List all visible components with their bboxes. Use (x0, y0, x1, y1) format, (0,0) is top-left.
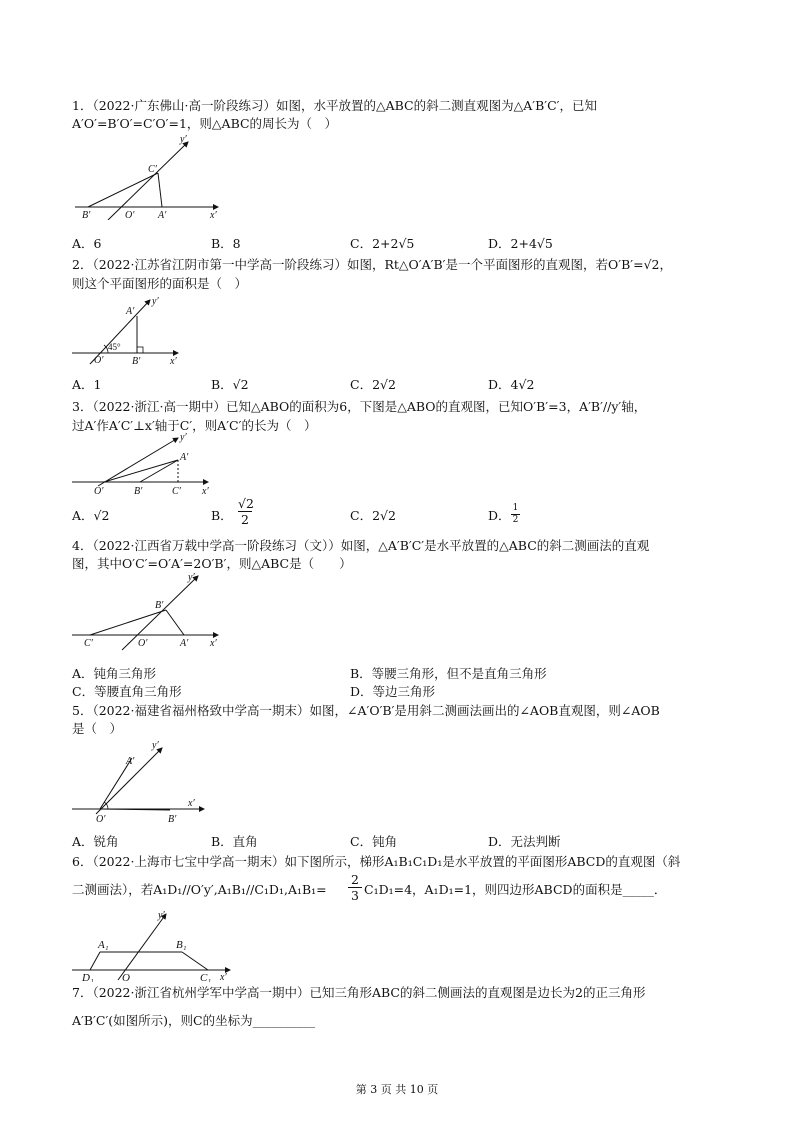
q5-line2: 是（ ） (72, 721, 123, 736)
q3-option-a: A．√2 (72, 508, 110, 523)
q1-label-y: y′ (180, 134, 187, 145)
page-footer: 第 3 页 共 10 页 (355, 1083, 439, 1096)
q4-option-d: D．等边三角形 (350, 684, 436, 699)
q1-line2: A′O′=B′O′=C′O′=1，则△ABC的周长为（ ） (72, 116, 338, 131)
q3-option-d-den: 2 (512, 515, 519, 525)
q3-line1: 3．（2022·浙江·高一期中）已知△ABO的面积为6，下图是△ABO的直观图，已知O′B′=3，A′B′//y′轴， (72, 399, 647, 414)
q4-line1: 4．（2022·江西省万载中学高一阶段练习（文））如图，△A′B′C′是水平放置的△ABC的斜二测画法的直观 (72, 538, 650, 553)
q3-option-b-num: √2 (238, 496, 254, 511)
q6-label-o: O (122, 972, 130, 982)
q2-option-c: C．2√2 (350, 377, 396, 392)
q5-line1: 5．（2022·福建省福州格致中学高一期末）如图，∠A′O′B′是用斜二测画法画出的∠AOB直观图，则∠AOB (72, 703, 660, 718)
q3-label-a: A′ (180, 452, 189, 463)
q6-frac-num: 2 (351, 872, 359, 887)
q5-option-a: A．锐角 (72, 834, 119, 849)
q1-option-a: A．6 (72, 236, 102, 251)
q6-label-b1: B₁ (176, 939, 187, 951)
q6-label-y: y′ (158, 910, 165, 921)
q5-label-a: A′ (126, 756, 135, 767)
q6-label-a1: A₁ (98, 939, 109, 951)
q2-line1: 2．（2022·江苏省江阴市第一中学高一阶段练习）如图，Rt△O′A′B′是一个平面图形的直观图，若O′B′=√2， (72, 257, 673, 272)
q1-option-d: D．2+4√5 (488, 236, 553, 251)
q1-figure (70, 130, 230, 220)
q2-option-a: A．1 (72, 377, 102, 392)
q4-label-b: B′ (155, 600, 164, 611)
q2-label-angle: 45° (108, 342, 121, 352)
q6-label-c1: C₁ (200, 972, 212, 982)
q6-frac-den: 3 (351, 888, 359, 903)
q4-label-c: C′ (84, 638, 93, 649)
q1-label-a: A′ (158, 210, 167, 220)
q2-label-a: A′ (126, 306, 135, 317)
q4-option-a: A．钝角三角形 (72, 666, 157, 681)
q5-label-y: y′ (152, 740, 159, 751)
q3-option-c: C．2√2 (350, 508, 396, 523)
q5-label-o: O′ (96, 814, 106, 825)
q4-label-a: A′ (180, 638, 189, 649)
q3-figure (70, 430, 220, 500)
q6-label-d1: D₁ (82, 972, 94, 982)
q4-label-y: y′ (188, 572, 195, 583)
q2-line2: 则这个平面图形的面积是（ ） (72, 276, 248, 291)
q1-option-b: B．8 (211, 236, 241, 251)
q3-option-b: B． (211, 508, 233, 523)
q3-label-c: C′ (172, 486, 181, 497)
q3-option-b-den: 2 (241, 512, 249, 527)
q3-label-y: y′ (180, 432, 187, 443)
q2-figure (70, 292, 190, 372)
q7-line2: A′B′C′(如图所示)，则C的坐标为__________ (72, 1013, 316, 1028)
q2-label-b: B′ (132, 356, 141, 367)
q1-label-c: C′ (148, 164, 157, 175)
q4-label-o: O′ (138, 638, 148, 649)
q5-option-c: C．钝角 (350, 834, 398, 849)
q2-option-d: D．4√2 (488, 377, 535, 392)
q6-figure (70, 906, 240, 982)
q1-label-x: x′ (210, 210, 217, 220)
q6-line2: 二测画法），若A₁D₁//O′y′,A₁B₁//C₁D₁,A₁B₁= (72, 882, 327, 897)
q1-option-c: C．2+2√5 (350, 236, 415, 251)
q3-line2: 过A′作A′C′⊥x′轴于C′，则A′C′的长为（ ） (72, 418, 317, 433)
q6-line1: 6．（2022·上海市七宝中学高一期末）如下图所示，梯形A₁B₁C₁D₁是水平放置的平面图形ABCD的直观图（斜 (72, 854, 681, 869)
q5-label-b: B′ (168, 814, 177, 825)
q5-option-d: D．无法判断 (488, 834, 561, 849)
q2-label-x: x′ (170, 356, 177, 367)
q3-option-d-fraction (511, 504, 520, 525)
q3-option-d-num: 1 (512, 503, 519, 513)
q2-label-y: y′ (152, 296, 159, 307)
q5-figure (70, 734, 220, 830)
q6-fraction (348, 873, 362, 902)
q6-label-x: x′ (220, 972, 227, 982)
q5-label-x: x′ (188, 798, 195, 809)
q4-label-x: x′ (210, 638, 217, 649)
q4-option-c: C．等腰直角三角形 (72, 684, 182, 699)
q2-option-b: B．√2 (211, 377, 249, 392)
q6-line3: C₁D₁=4，A₁D₁=1，则四边形ABCD的面积是_____． (364, 882, 667, 897)
q3-label-x: x′ (202, 486, 209, 497)
q3-option-b-fraction (238, 497, 252, 526)
q1-label-o: O′ (125, 210, 135, 220)
q3-label-b: B′ (134, 486, 143, 497)
q4-figure (70, 568, 230, 658)
q1-label-b: B′ (82, 210, 91, 220)
q4-line2: 图，其中O′C′=O′A′=2O′B′，则△ABC是（ ） (72, 556, 352, 571)
q3-label-o: O′ (94, 486, 104, 497)
q2-label-o: O′ (94, 355, 104, 366)
q1-line1: 1．（2022·广东佛山·高一阶段练习）如图，水平放置的△ABC的斜二测直观图为△A′B′C′，已知 (72, 98, 597, 113)
q4-option-b: B．等腰三角形，但不是直角三角形 (350, 666, 547, 681)
q5-option-b: B．直角 (211, 834, 258, 849)
q3-option-d: D． (488, 508, 511, 523)
q7-line1: 7．（2022·浙江省杭州学军中学高一期中）已知三角形ABC的斜二侧画法的直观图是边长为2的正三角形 (72, 985, 646, 1000)
